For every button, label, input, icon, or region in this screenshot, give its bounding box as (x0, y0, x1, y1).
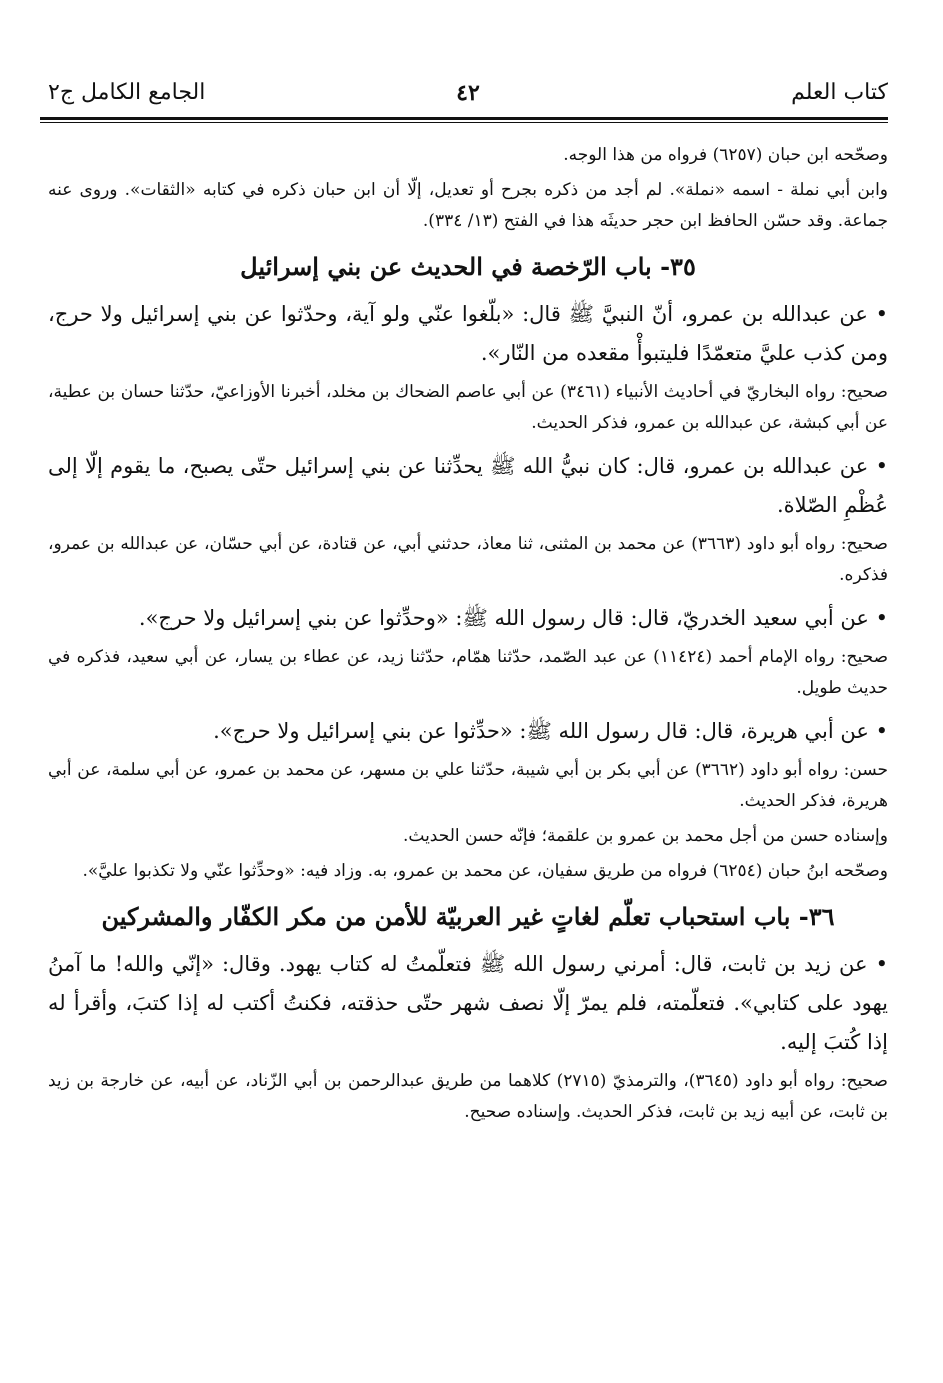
takhrij-paragraph: حسن: رواه أبو داود (٣٦٦٢) عن أبي بكر بن أبي شيبة، حدّثنا علي بن مسهر، عن محمد بن عمرو، عن أبي سلمة، عن أبي هريرة، فذكر الحديث. (48, 760, 888, 811)
section-heading-35: ٣٥- باب الرّخصة في الحديث عن بني إسرائيل (240, 252, 696, 281)
commentary-paragraph: وإسناده حسن من أجل محمد بن عمرو بن علقمة؛ فإنّه حسن الحديث. (402, 826, 888, 846)
hadith-text: • عن أبي سعيد الخدريّ، قال: قال رسول الله ﷺ: «وحدِّثوا عن بني إسرائيل ولا حرج». (138, 606, 888, 630)
takhrij-paragraph: صحيح: رواه البخاريّ في أحاديث الأنبياء (٣٤٦١) عن أبي عاصم الضحاك بن مخلد، أخبرنا الأوزاعيّ، حدّثنا حسان بن عطية، عن أبي كبشة، عن عبدالله بن عمرو، فذكر الحديث. (48, 382, 888, 433)
page-body (48, 140, 888, 1128)
hadith-text: • عن أبي هريرة، قال: قال رسول الله ﷺ: «حدِّثوا عن بني إسرائيل ولا حرج». (213, 719, 888, 743)
book-title: الجامع الكامل ج٢ (48, 80, 206, 105)
takhrij-paragraph: صحيح: رواه الإمام أحمد (١١٤٢٤) عن عبد الصّمد، حدّثنا همّام، حدّثنا زيد، عن عطاء بن يسار، عن أبي سعيد، فذكره في حديث طويل. (48, 647, 888, 698)
hadith-text: • عن عبدالله بن عمرو، قال: كان نبيُّ الله ﷺ يحدِّثنا عن بني إسرائيل حتّى يصبح، ما يقوم إلّا إلى عُظْمِ الصّلاة. (48, 454, 888, 517)
running-header (48, 80, 888, 114)
section-heading-36: ٣٦- باب استحباب تعلّم لغاتٍ غير العربيّة للأمن من مكر الكفّار والمشركين (101, 902, 835, 931)
commentary-paragraph: وابن أبي نملة - اسمه «نملة». لم أجد من ذكره بجرح أو تعديل، إلّا أن ابن حبان ذكره في كتابه «الثقات». وروى عنه جماعة. وقد حسّن الحافظ ابن حجر حديثَه هذا في الفتح (١٣/ ٣٣٤). (48, 180, 888, 231)
header-rule-thin (40, 122, 888, 123)
hadith-text: • عن عبدالله بن عمرو، أنّ النبيَّ ﷺ قال: «بلّغوا عنّي ولو آية، وحدّثوا عن بني إسرائيل ولا حرج، ومن كذب عليَّ متعمّدًا فليتبوأْ مقعده من النّار». (48, 302, 888, 365)
page-number: ٤٢ (456, 80, 480, 106)
chapter-title: كتاب العلم (791, 80, 888, 105)
takhrij-paragraph: صحيح: رواه أبو داود (٣٦٤٥)، والترمذيّ (٢٧١٥) كلاهما من طريق عبدالرحمن بن أبي الزّناد، عن أبيه، عن خارجة بن زيد بن ثابت، عن أبيه زيد بن ثابت، فذكر الحديث. وإسناده صحيح. (48, 1071, 888, 1122)
hadith-text: • عن زيد بن ثابت، قال: أمرني رسول الله ﷺ فتعلّمتُ له كتاب يهود. وقال: «إنّي والله! ما آمنُ يهود على كتابي». فتعلّمته، فلم يمرّ إلّا نصف شهر حتّى حذقته، فكنتُ أكتب له إذا كتبَ، وأقرأ له إذا كُتبَ إليه. (48, 952, 888, 1054)
commentary-paragraph: وصحّحه ابنُ حبان (٦٢٥٤) فرواه من طريق سفيان، عن محمد بن عمرو، به. وزاد فيه: «وحدِّثوا عنّي ولا تكذبوا عليَّ». (82, 861, 888, 881)
commentary-paragraph: وصحّحه ابن حبان (٦٢٥٧) فرواه من هذا الوجه. (563, 145, 888, 165)
header-rule-thick (40, 117, 888, 120)
takhrij-paragraph: صحيح: رواه أبو داود (٣٦٦٣) عن محمد بن المثنى، ثنا معاذ، حدثني أبي، عن قتادة، عن أبي حسّان، عن عبدالله بن عمرو، فذكره. (48, 534, 888, 585)
